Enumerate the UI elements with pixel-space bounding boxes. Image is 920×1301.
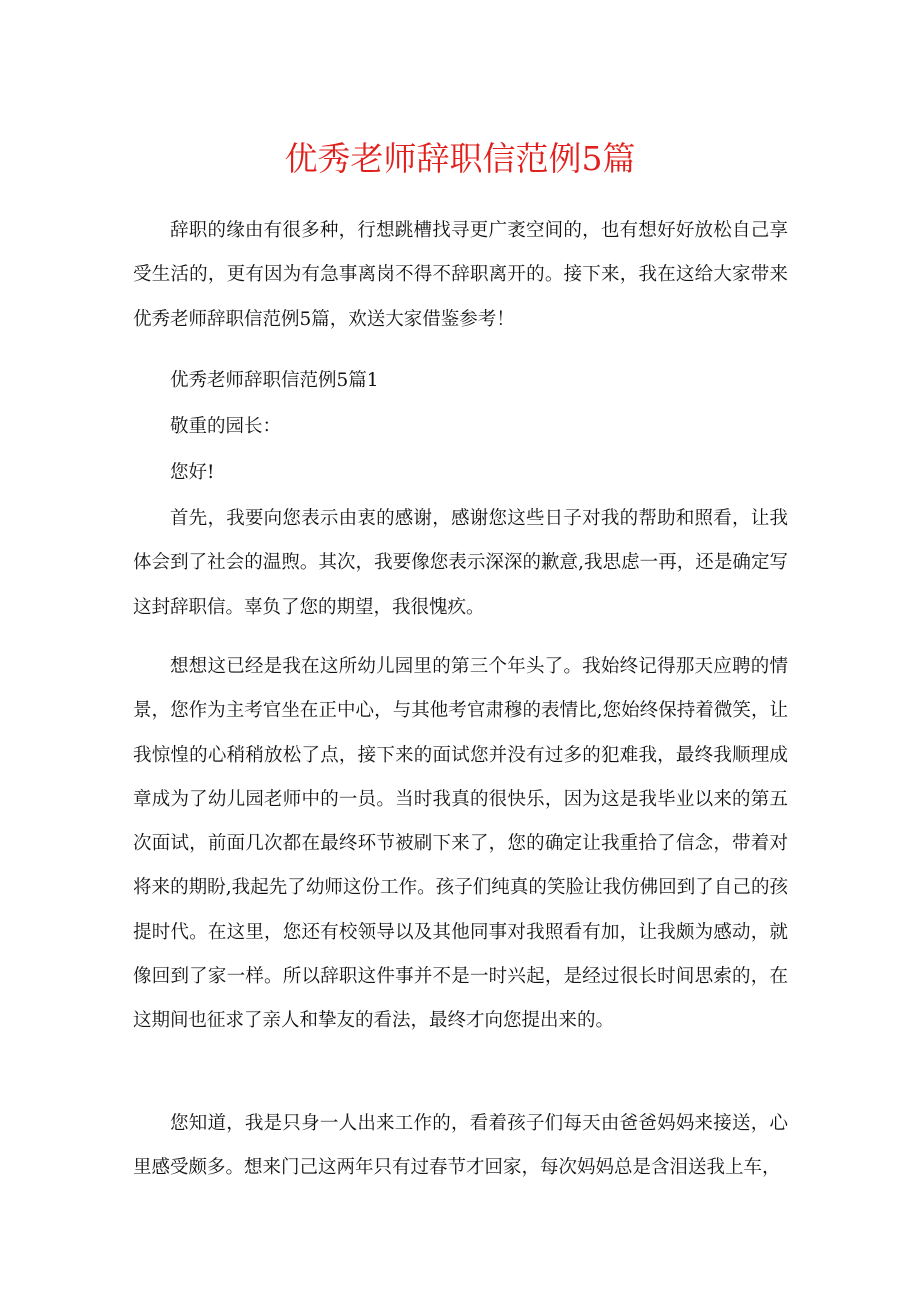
letter-subheading: 优秀老师辞职信范例5篇1 [170,370,379,391]
intro-paragraph: 辞职的缘由有很多种，行想跳槽找寻更广袤空间的，也有想好好放松自己享受生活的，更有因为有急事离岗不得不辞职离开的。接下来，我在这给大家带来优秀老师辞职信范例5篇，欢送大家借鉴参考！ [133,220,788,330]
document-title: 优秀老师辞职信范例5篇 [284,139,636,178]
body-paragraph: 您知道，我是只身一人出来工作的，看着孩子们每天由爸爸妈妈来接送，心里感受颇多。想来门己这两年只有过春节才回家，每次妈妈总是含泪送我上车， [133,1113,788,1179]
body-paragraph: 想想这已经是我在这所幼儿园里的第三个年头了。我始终记得那天应聘的情景，您作为主考官坐在正中心，与其他考官肃穆的表情比,您始终保持着微笑，让我惊惶的心稍稍放松了点，接下来的面试您并没有过多的犯难我，最终我顺理成章成为了幼儿园老师中的一员。当时我真的很快乐，因为这是我毕业以来的第五次面试，前面几次都在最终环节被刷下来了，您的确定让我重拾了信念，带着对将来的期盼,我起先了幼师这份工作。孩子们纯真的笑脸让我仿佛回到了自己的孩提时代。在这里，您还有校领导以及其他同事对我照看有加，让我颇为感动，就像回到了家一样。所以辞职这件事并不是一时兴起，是经过很长时间思索的，在这期间也征求了亲人和挚友的看法，最终才向您提出来的。 [133,656,788,1032]
body-paragraph: 首先，我要向您表示由衷的感谢，感谢您这些日子对我的帮助和照看，让我体会到了社会的温煦。其次，我要像您表示深深的歉意,我思虑一再，还是确定写这封辞职信。辜负了您的期望，我很愧疚。 [133,508,788,618]
letter-salutation: 您好! [170,462,215,483]
letter-greeting: 敬重的园长： [170,416,282,437]
